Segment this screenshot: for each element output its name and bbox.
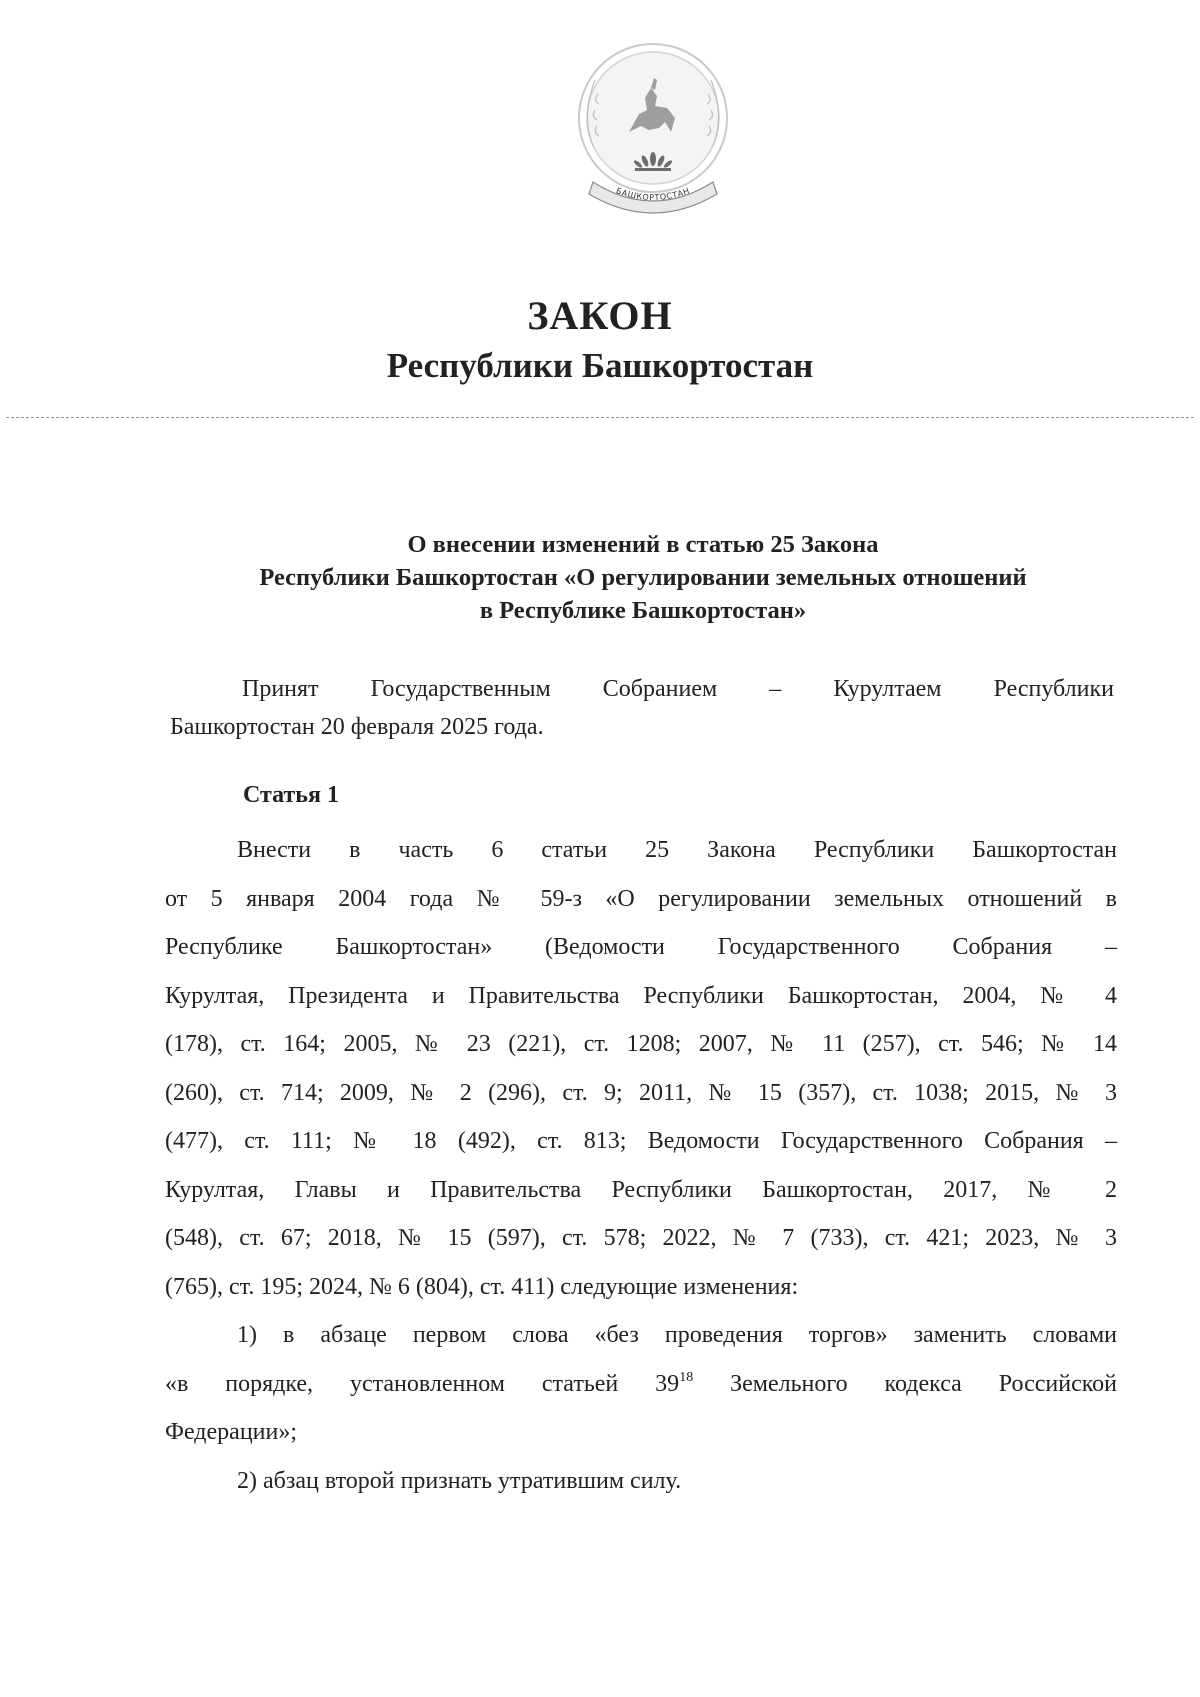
law-title: ЗАКОН [527,293,673,338]
article-line: (477), ст. 111; № 18 (492), ст. 813; Ведомости Государственного Собрания – [165,1128,1117,1154]
article-line: (260), ст. 714; 2009, № 2 (296), ст. 9; 2011, № 15 (357), ст. 1038; 2015, № 3 [165,1079,1117,1106]
article-line: Республике Башкортостан» (Ведомости Государственного Собрания – [165,934,1117,960]
adoption-line: Принят Государственным Собранием – Курултаем Республики [242,676,1114,702]
item-1-line: Федерации»; [165,1419,298,1445]
document-title-line: в Республике Башкортостан» [479,597,807,624]
article-line: (548), ст. 67; 2018, № 15 (597), ст. 578; 2022, № 7 (733), ст. 421; 2023, № 3 [165,1225,1117,1251]
article-line: (178), ст. 164; 2005, № 23 (221), ст. 1208; 2007, № 11 (257), ст. 546; № 14 [165,1031,1117,1057]
document-title-line: О внесении изменений в статью 25 Закона [407,531,879,558]
article-body [165,826,1117,1505]
law-subtitle: Республики Башкортостан [386,346,814,385]
adoption-statement [170,670,1114,746]
document-title [170,528,1116,627]
article-line: от 5 января 2004 года № 59-з «О регулировании земельных отношений в [165,885,1117,912]
item-1-text: «в порядке, установленном статьей 39 [165,1370,680,1397]
item-1-line: 1) в абзаце первом слова «без проведения торгов» заменить словами [237,1322,1117,1348]
article-line: Курултая, Президента и Правительства Республики Башкортостан, 2004, № 4 [165,982,1117,1009]
superscript: 18 [679,1369,694,1385]
header-divider [6,417,1194,418]
item-1-line [165,1360,1117,1409]
article-line: Внести в часть 6 статьи 25 Закона Республики Башкортостан [237,837,1117,863]
article-line: (765), ст. 195; 2024, № 6 (804), ст. 411) следующие изменения: [165,1273,799,1300]
article-title: Статья 1 [243,782,339,808]
item-1-text: Земельного кодекса Российской [693,1370,1118,1397]
adoption-line: Башкортостан 20 февраля 2025 года. [170,714,544,740]
bashkortostan-emblem [571,36,735,226]
item-2-line: 2) абзац второй признать утратившим силу. [237,1467,682,1494]
document-title-line: Республики Башкортостан «О регулировании земельных отношений [259,564,1027,591]
article-line: Курултая, Главы и Правительства Республики Башкортостан, 2017, № 2 [165,1176,1117,1203]
emblem-ribbon-text: БАШКОРТОСТАН [614,186,692,203]
